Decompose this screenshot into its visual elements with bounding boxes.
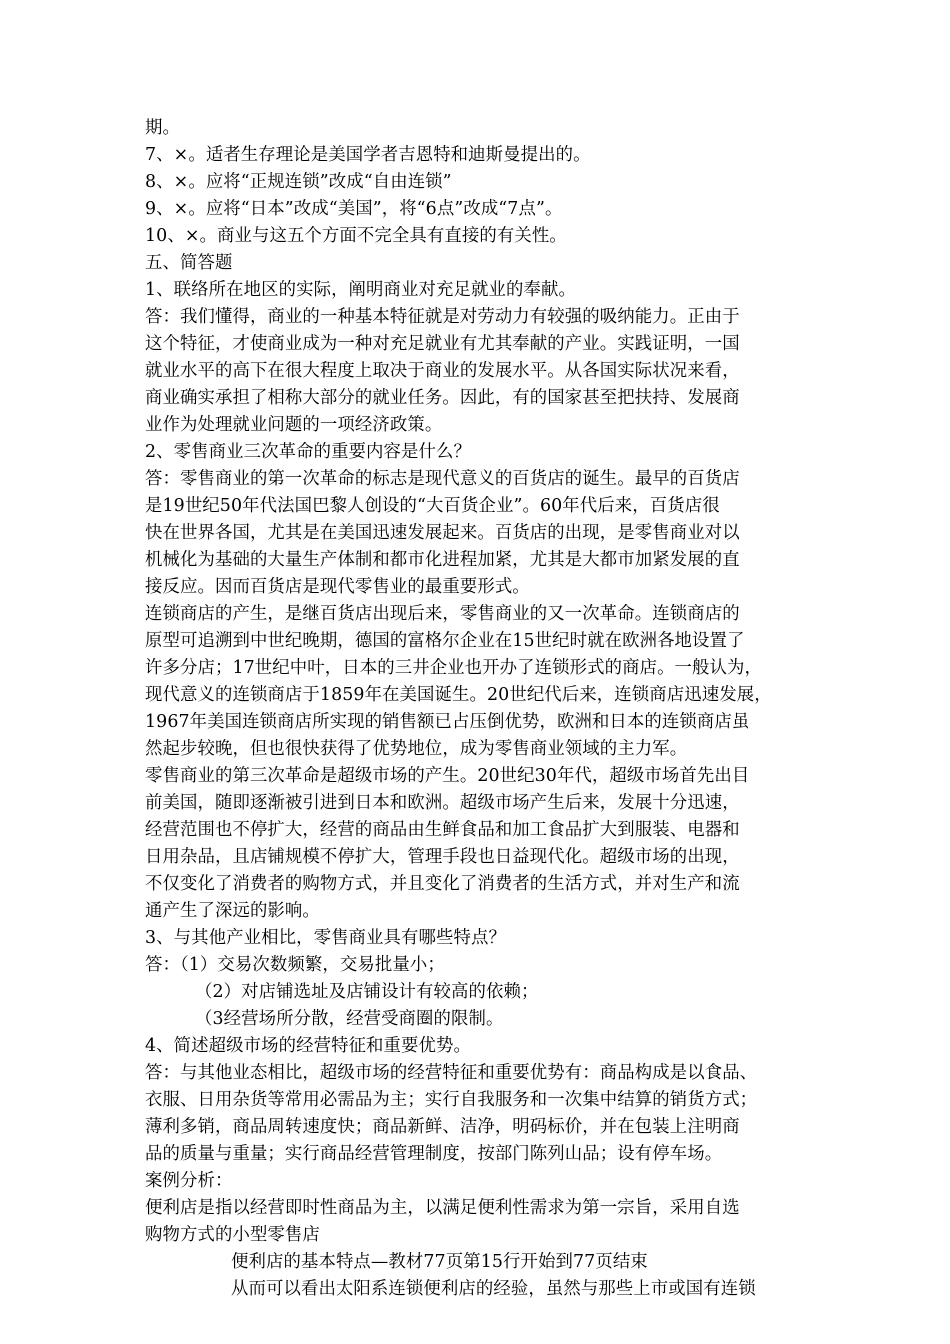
text-line: 商业确实承担了相称大部分的就业任务。因此，有的国家甚至把扶持、发展商 [145,388,740,408]
text-line: 就业水平的高下在很大程度上取决于商业的发展水平。从各国实际状况来看， [145,361,740,381]
text-line: 期。 [145,118,180,138]
text-line: 便利店的基本特点—教材77页第15行开始到77页结束 [231,1252,648,1272]
text-line: 衣服、日用杂货等常用必需品为主；实行自我服务和一次集中结算的销货方式； [145,1090,758,1110]
text-line: 许多分店；17世纪中叶，日本的三井企业也开办了连锁形式的商店。一般认为， [145,658,763,678]
text-line: 接反应。因而百货店是现代零售业的最重要形式。 [145,577,530,597]
text-line: 9、×。应将“日本”改成“美国”，将“6点”改成“7点”。 [145,199,563,219]
text-line: 案例分析： [145,1171,233,1191]
text-line: 薄利多销，商品周转速度快；商品新鲜、洁净，明码标价，并在包装上注明商 [145,1117,740,1137]
text-line: 原型可追溯到中世纪晚期，德国的富格尔企业在15世纪时就在欧洲各地设置了 [145,631,745,651]
text-line: 1、联络所在地区的实际，阐明商业对充足就业的奉献。 [145,280,576,300]
text-line: 7、×。适者生存理论是美国学者吉恩特和迪斯曼提出的。 [145,145,591,165]
text-line: 4、简述超级市场的经营特征和重要优势。 [145,1036,471,1056]
text-line: 五、简答题 [145,253,233,273]
text-line: 快在世界各国，尤其是在美国迅速发展起来。百货店的出现，是零售商业对以 [145,523,740,543]
text-line: 答：（1）交易次数频繁，交易批量小； [145,955,445,975]
text-line: 现代意义的连锁商店于1859年在美国诞生。20世纪代后来，连锁商店迅速发展， [145,685,772,705]
text-line: 答：我们懂得，商业的一种基本特征就是对劳动力有较强的吸纳能力。正由于 [145,307,740,327]
text-line: 答：与其他业态相比，超级市场的经营特征和重要优势有：商品构成是以食品、 [145,1063,758,1083]
text-line: 经营范围也不停扩大，经营的商品由生鲜食品和加工食品扩大到服装、电器和 [145,820,740,840]
text-line: 是19世纪50年代法国巴黎人创设的“大百货企业”。60年代后来，百货店很 [145,496,720,516]
text-line: 业作为处理就业问题的一项经济政策。 [145,415,443,435]
text-line: 10、×。商业与这五个方面不完全具有直接的有关性。 [145,226,567,246]
text-line: 3、与其他产业相比，零售商业具有哪些特点？ [145,928,506,948]
text-line: 这个特征，才使商业成为一种对充足就业有尤其奉献的产业。实践证明，一国 [145,334,740,354]
text-line: 机械化为基础的大量生产体制和都市化进程加紧，尤其是大都市加紧发展的直 [145,550,740,570]
text-line: 零售商业的第三次革命是超级市场的产生。20世纪30年代，超级市场首先出目 [145,766,750,786]
text-line: 连锁商店的产生，是继百货店出现后来，零售商业的又一次革命。连锁商店的 [145,604,740,624]
text-line: 不仅变化了消费者的购物方式，并且变化了消费者的生活方式，并对生产和流 [145,874,740,894]
text-line: 品的质量与重量；实行商品经营管理制度，按部门陈列山品；设有停车场。 [145,1144,723,1164]
text-line: 1967年美国连锁商店所实现的销售额已占压倒优势，欧洲和日本的连锁商店虽 [145,712,750,732]
text-line: 2、零售商业三次革命的重要内容是什么？ [145,442,471,462]
text-line: 然起步较晚，但也很快获得了优势地位，成为零售商业领域的主力军。 [145,739,688,759]
text-line: 答：零售商业的第一次革命的标志是现代意义的百货店的诞生。最早的百货店 [145,469,740,489]
text-line: 从而可以看出太阳系连锁便利店的经验，虽然与那些上市或国有连锁 [231,1279,756,1299]
text-line: （2）对店铺选址及店铺设计有较高的依赖； [195,982,539,1002]
text-line: 便利店是指以经营即时性商品为主，以满足便利性需求为第一宗旨，采用自选 [145,1198,740,1218]
text-line: 日用杂品，且店铺规模不停扩大，管理手段也日益现代化。超级市场的出现， [145,847,740,867]
text-line: 前美国，随即逐渐被引进到日本和欧洲。超级市场产生后来，发展十分迅速， [145,793,740,813]
text-line: 通产生了深远的影响。 [145,901,320,921]
text-line: 8、×。应将“正规连锁”改成“自由连锁” [145,172,452,192]
text-line: （3经营场所分散，经营受商圈的限制。 [195,1009,504,1029]
text-line: 购物方式的小型零售店 [145,1225,320,1245]
